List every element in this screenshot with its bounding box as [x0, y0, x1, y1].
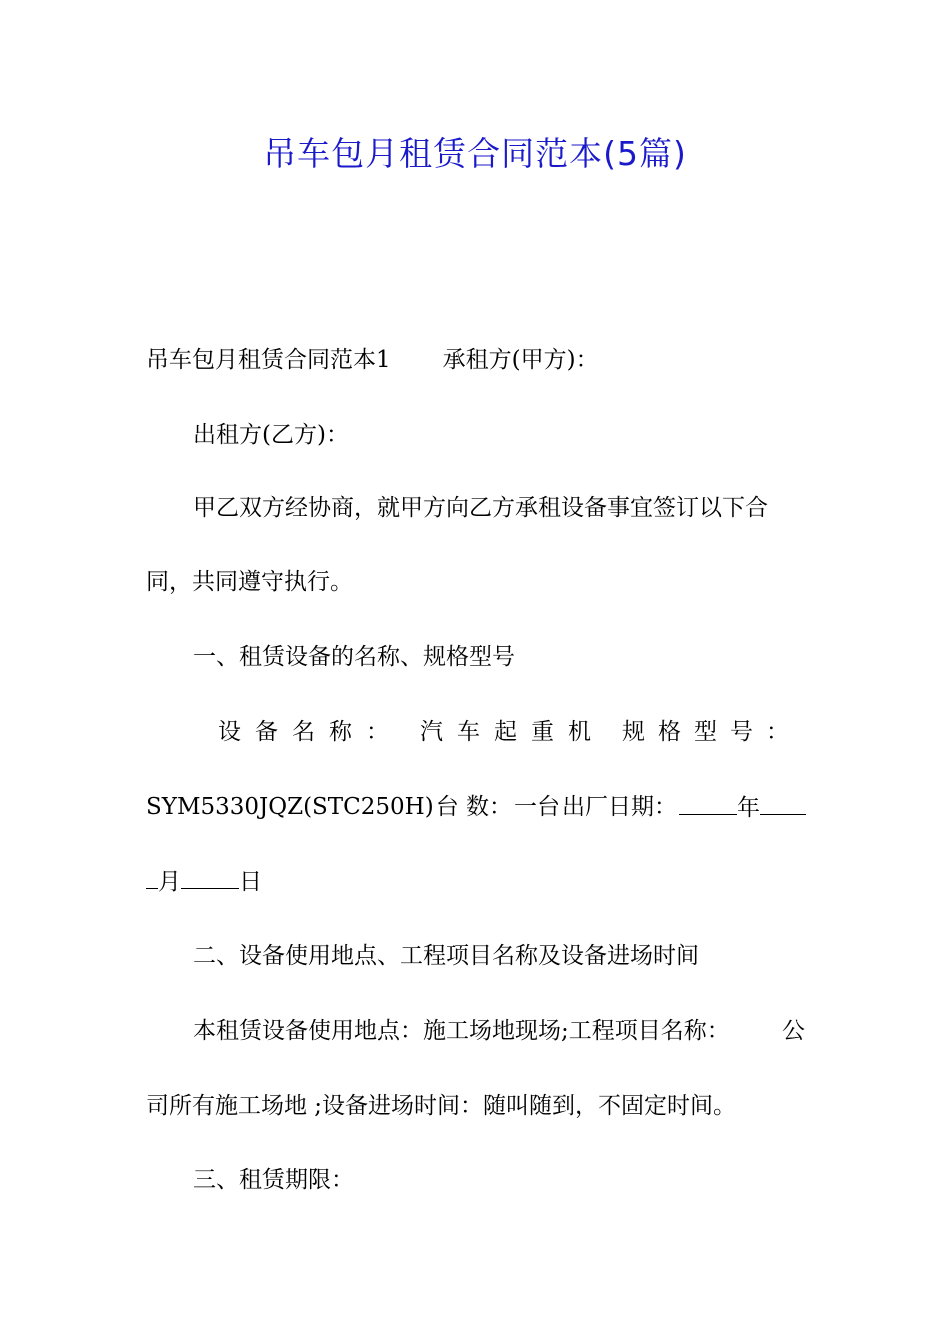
day-label: 日	[239, 869, 262, 895]
paragraph-line: 甲乙双方经协商，就甲方向乙方承租设备事宜签订以下合	[193, 495, 768, 521]
model-label: 规格型号：	[622, 719, 802, 745]
lessee-label: 承租方(甲方)：	[442, 347, 599, 373]
paragraph-line: 司所有施工场地 ;设备进场时间：随叫随到，不固定时间。	[146, 1093, 737, 1119]
paragraph-line	[146, 345, 806, 375]
paragraph-line: 同，共同遵守执行。	[146, 569, 353, 595]
paragraph-line	[193, 1016, 853, 1046]
clause-heading-3: 三、租赁期限：	[193, 1167, 354, 1193]
section-heading: 吊车包月租赁合同范本1	[146, 347, 391, 373]
clause-heading-1: 一、租赁设备的名称、规格型号	[193, 644, 515, 670]
usage-location-text: 本租赁设备使用地点：施工场地现场;工程项目名称：	[193, 1018, 730, 1044]
company-text: 公	[782, 1018, 805, 1044]
month-label: 月	[158, 869, 181, 895]
blank-underline	[181, 866, 239, 889]
quantity-label: 台 数：	[435, 794, 512, 820]
paragraph-line	[146, 792, 806, 823]
equipment-name-label: 设备名称：	[218, 719, 403, 745]
manufacture-date-label: 出厂日期：	[562, 794, 677, 820]
blank-underline	[679, 792, 737, 815]
blank-underline	[146, 866, 158, 889]
clause-heading-2: 二、设备使用地点、工程项目名称及设备进场时间	[193, 943, 699, 969]
year-label: 年	[737, 795, 760, 821]
paragraph-line	[218, 717, 878, 747]
document-title: 吊车包月租赁合同范本(5篇)	[263, 134, 687, 173]
blank-underline	[760, 792, 806, 815]
quantity-value: 一台	[514, 794, 560, 820]
model-value: SYM5330JQZ(STC250H)	[146, 794, 434, 820]
date-year-field	[679, 792, 806, 823]
lessor-label: 出租方(乙方)：	[193, 422, 349, 448]
equipment-name-value: 汽车起重机	[420, 719, 605, 745]
paragraph-line	[146, 866, 806, 897]
